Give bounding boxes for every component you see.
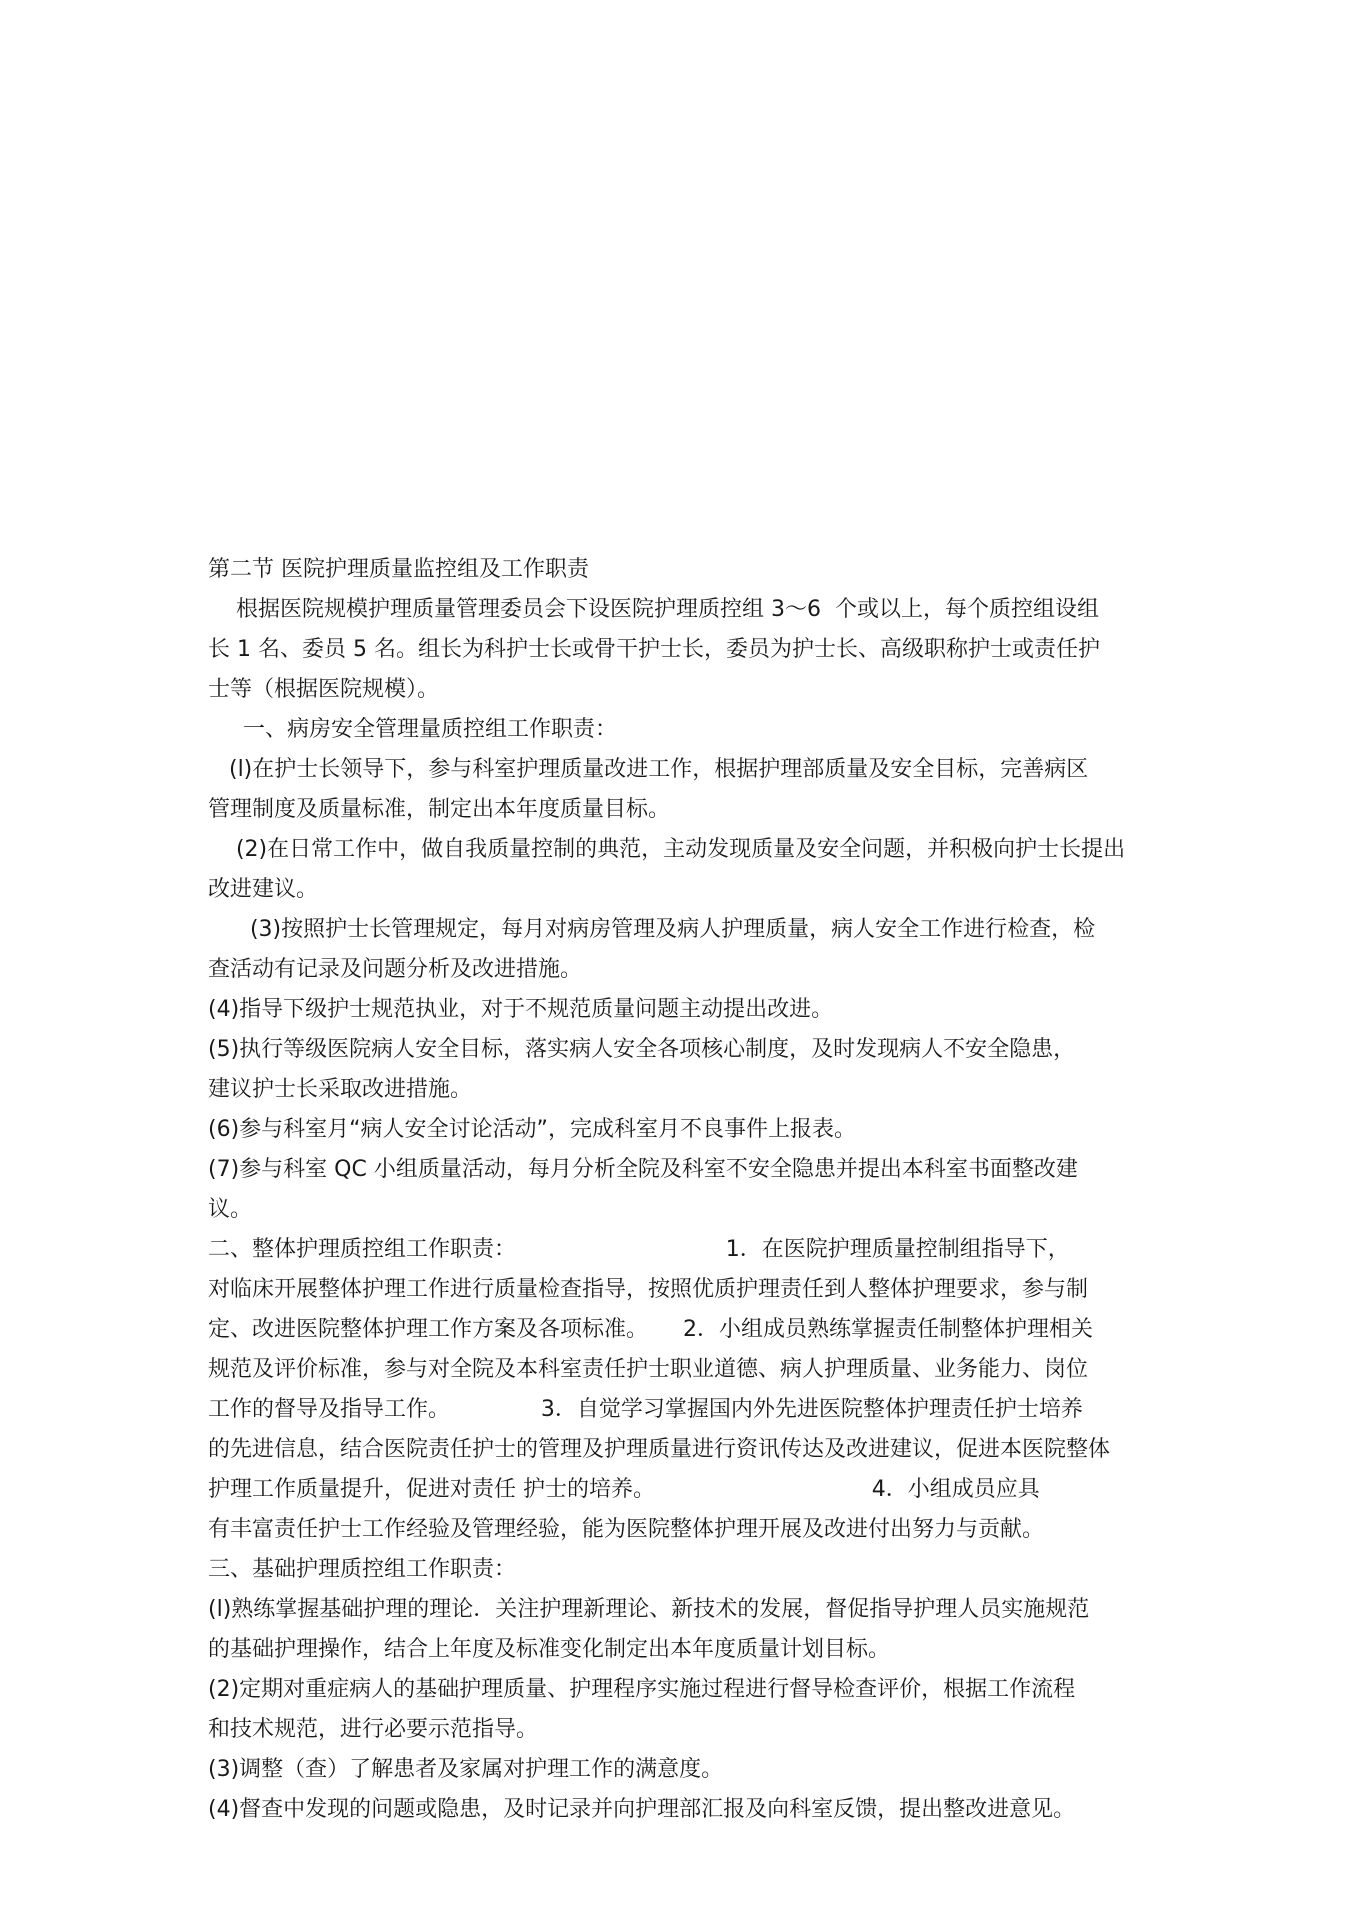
- text-line: 议。: [208, 1197, 253, 1222]
- text-line: 管理制度及质量标准，制定出本年度质量目标。: [208, 797, 671, 822]
- text-line: 士等（根据医院规模）。: [208, 677, 440, 702]
- text-line: (5)执行等级医院病人安全目标，落实病人安全各项核心制度，及时发现病人不安全隐患，: [208, 1037, 1076, 1062]
- text-line: 的基础护理操作，结合上年度及标准变化制定出本年度质量计划目标。: [208, 1637, 891, 1662]
- text-line: 护理工作质量提升，促进对责任 护士的培养。 4．小组成员应具: [208, 1477, 1040, 1502]
- text-line: 改进建议。: [208, 877, 319, 902]
- text-line: 二、整体护理质控组工作职责： 1．在医院护理质量控制组指导下，: [208, 1237, 1070, 1262]
- text-line: 规范及评价标准，参与对全院及本科室责任护士职业道德、病人护理质量、业务能力、岗位: [208, 1357, 1089, 1382]
- text-line: 定、改进医院整体护理工作方案及各项标准。 2．小组成员熟练掌握责任制整体护理相关: [208, 1317, 1093, 1342]
- text-line: 一、病房安全管理量质控组工作职责：: [208, 717, 617, 742]
- text-line: (3)调整（查）了解患者及家属对护理工作的满意度。: [208, 1757, 724, 1782]
- text-line: (l)熟练掌握基础护理的理论．关注护理新理论、新技术的发展，督促指导护理人员实施规范: [208, 1597, 1090, 1622]
- text-line: 长 1 名、委员 5 名。组长为科护士长或骨干护士长，委员为护士长、高级职称护士或责任护: [208, 637, 1100, 662]
- text-line: 对临床开展整体护理工作进行质量检查指导，按照优质护理责任到人整体护理要求，参与制: [208, 1277, 1089, 1302]
- text-line: (7)参与科室 QC 小组质量活动，每月分析全院及科室不安全隐患并提出本科室书面整改建: [208, 1157, 1078, 1182]
- text-line: 查活动有记录及问题分析及改进措施。: [208, 957, 583, 982]
- text-line: (6)参与科室月“病人安全讨论活动”，完成科室月不良事件上报表。: [208, 1117, 856, 1142]
- document-body: [208, 550, 1168, 1830]
- text-line: 有丰富责任护士工作经验及管理经验，能为医院整体护理开展及改进付出努力与贡献。: [208, 1517, 1045, 1542]
- text-line: 工作的督导及指导工作。 3．自觉学习掌握国内外先进医院整体护理责任护士培养: [208, 1397, 1083, 1422]
- text-line: (4)指导下级护士规范执业，对于不规范质量问题主动提出改进。: [208, 997, 834, 1022]
- text-line: 建议护士长采取改进措施。: [208, 1077, 473, 1102]
- text-line: (2)在日常工作中，做自我质量控制的典范，主动发现质量及安全问题，并积极向护士长提出: [208, 837, 1126, 862]
- text-line: (3)按照护士长管理规定，每月对病房管理及病人护理质量，病人安全工作进行检查，检: [208, 917, 1096, 942]
- text-line: (4)督查中发现的问题或隐患，及时记录并向护理部汇报及向科室反馈，提出整改进意见。: [208, 1797, 1076, 1822]
- text-line: 根据医院规模护理质量管理委员会下设医院护理质控组 3～6 个或以上，每个质控组设组: [208, 597, 1099, 622]
- text-line: 三、基础护理质控组工作职责：: [208, 1557, 517, 1582]
- text-line: (l)在护士长领导下，参与科室护理质量改进工作，根据护理部质量及安全目标，完善病区: [208, 757, 1089, 782]
- section-title: 第二节 医院护理质量监控组及工作职责: [208, 557, 589, 582]
- text-line: 和技术规范，进行必要示范指导。: [208, 1717, 539, 1742]
- text-line: 的先进信息，结合医院责任护士的管理及护理质量进行资讯传达及改进建议，促进本医院整体: [208, 1437, 1111, 1462]
- text-line: (2)定期对重症病人的基础护理质量、护理程序实施过程进行督导检查评价，根据工作流程: [208, 1677, 1076, 1702]
